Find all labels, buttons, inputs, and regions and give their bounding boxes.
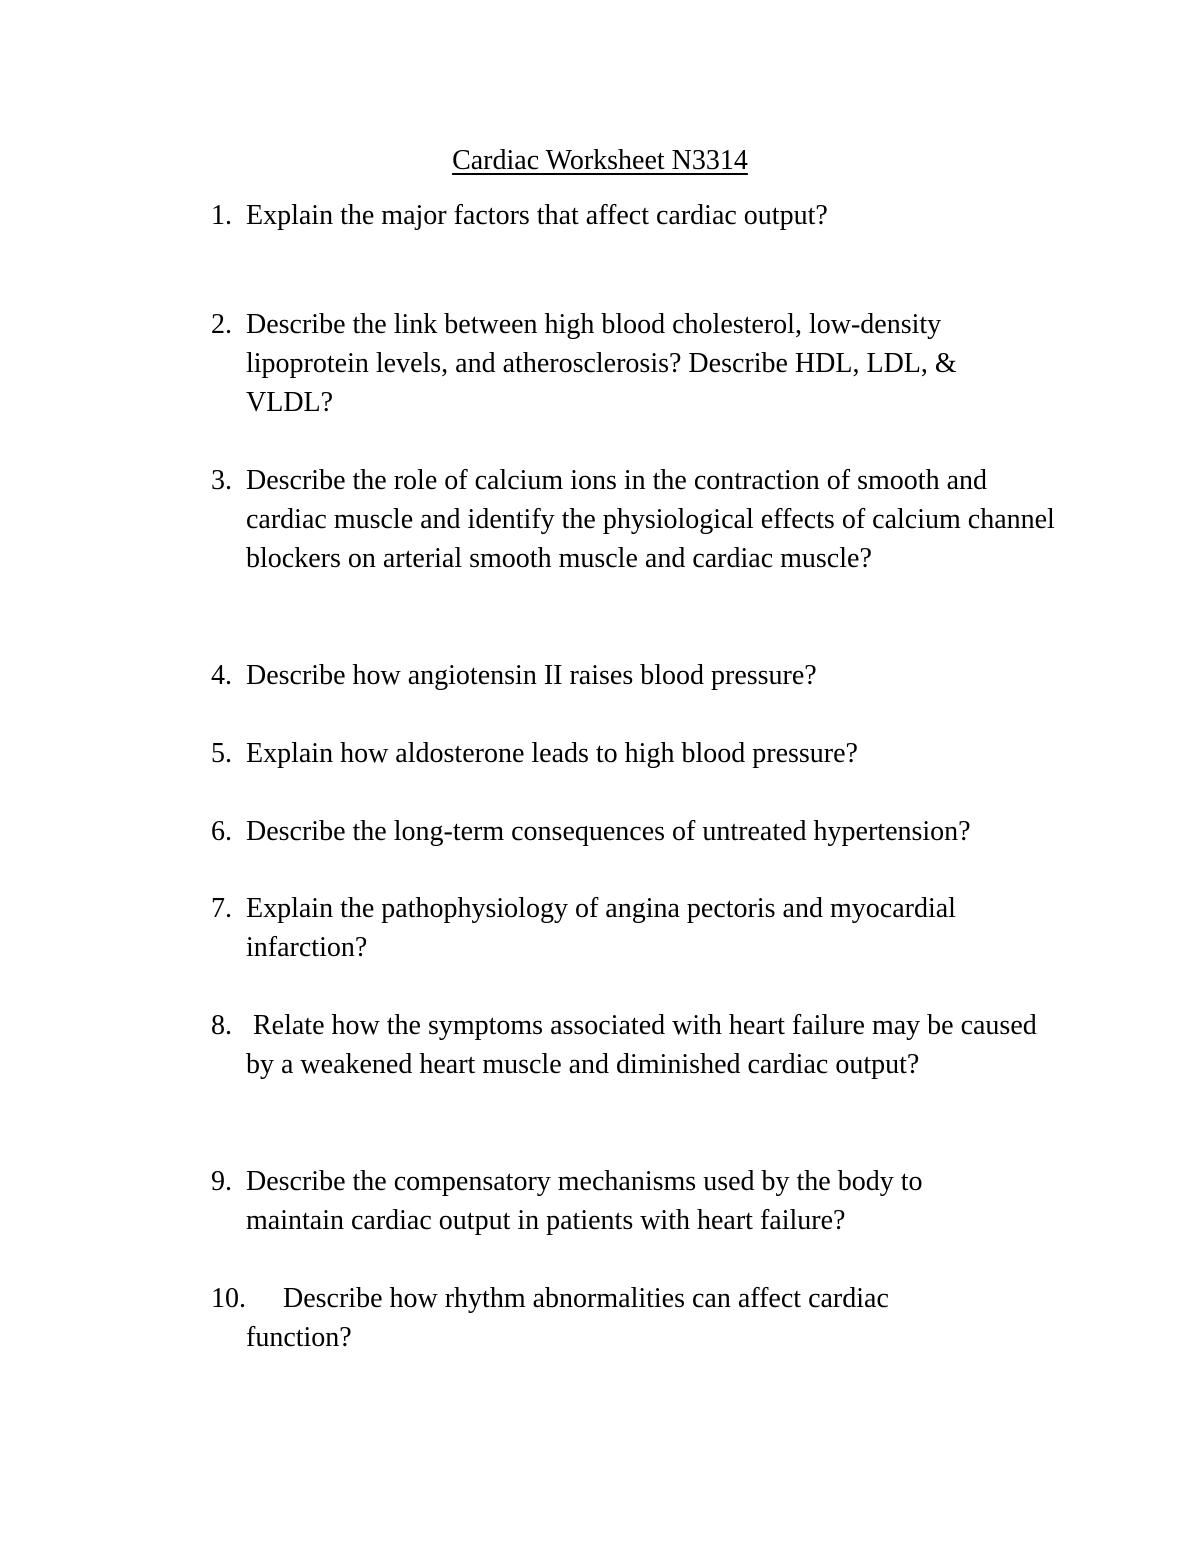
question-text: Relate how the symptoms associated with heart failure may be caused by a weakened heart muscle and diminished cardiac output? [246,1010,1044,1080]
question-text: Explain the major factors that affect cardiac output? [246,200,828,231]
question-number: 2. [211,309,232,340]
question-text: Describe the link between high blood cholesterol, low-density lipoprotein levels, and atherosclerosis? Describe HDL, LDL, & VLDL? [246,309,957,418]
question-text: Describe the long-term consequences of untreated hypertension? [246,816,971,847]
question-number: 4. [211,660,232,691]
question-text: Explain the pathophysiology of angina pectoris and myocardial infarction? [246,893,956,963]
question-number: 5. [211,738,232,769]
question-text: Describe how angiotensin II raises blood pressure? [246,660,817,691]
question-number: 9. [211,1166,232,1197]
question-text: Describe the compensatory mechanisms used by the body to maintain cardiac output in patients with heart failure? [246,1166,923,1236]
question-number: 10. [211,1283,246,1314]
question-text: Describe the role of calcium ions in the contraction of smooth and cardiac muscle and identify the physiological effects of calcium channel blockers on arterial smooth muscle and cardiac muscle? [246,465,1055,574]
question-number: 6. [211,816,232,847]
question-number: 8. [211,1010,232,1041]
question-number: 7. [211,893,232,924]
question-text: Explain how aldosterone leads to high blood pressure? [246,738,858,769]
question-text: Describe how rhythm abnormalities can affect cardiac function? [246,1283,889,1353]
question-number: 3. [211,465,232,496]
question-number: 1. [211,200,232,231]
worksheet-title: Cardiac Worksheet N3314 [452,145,748,176]
